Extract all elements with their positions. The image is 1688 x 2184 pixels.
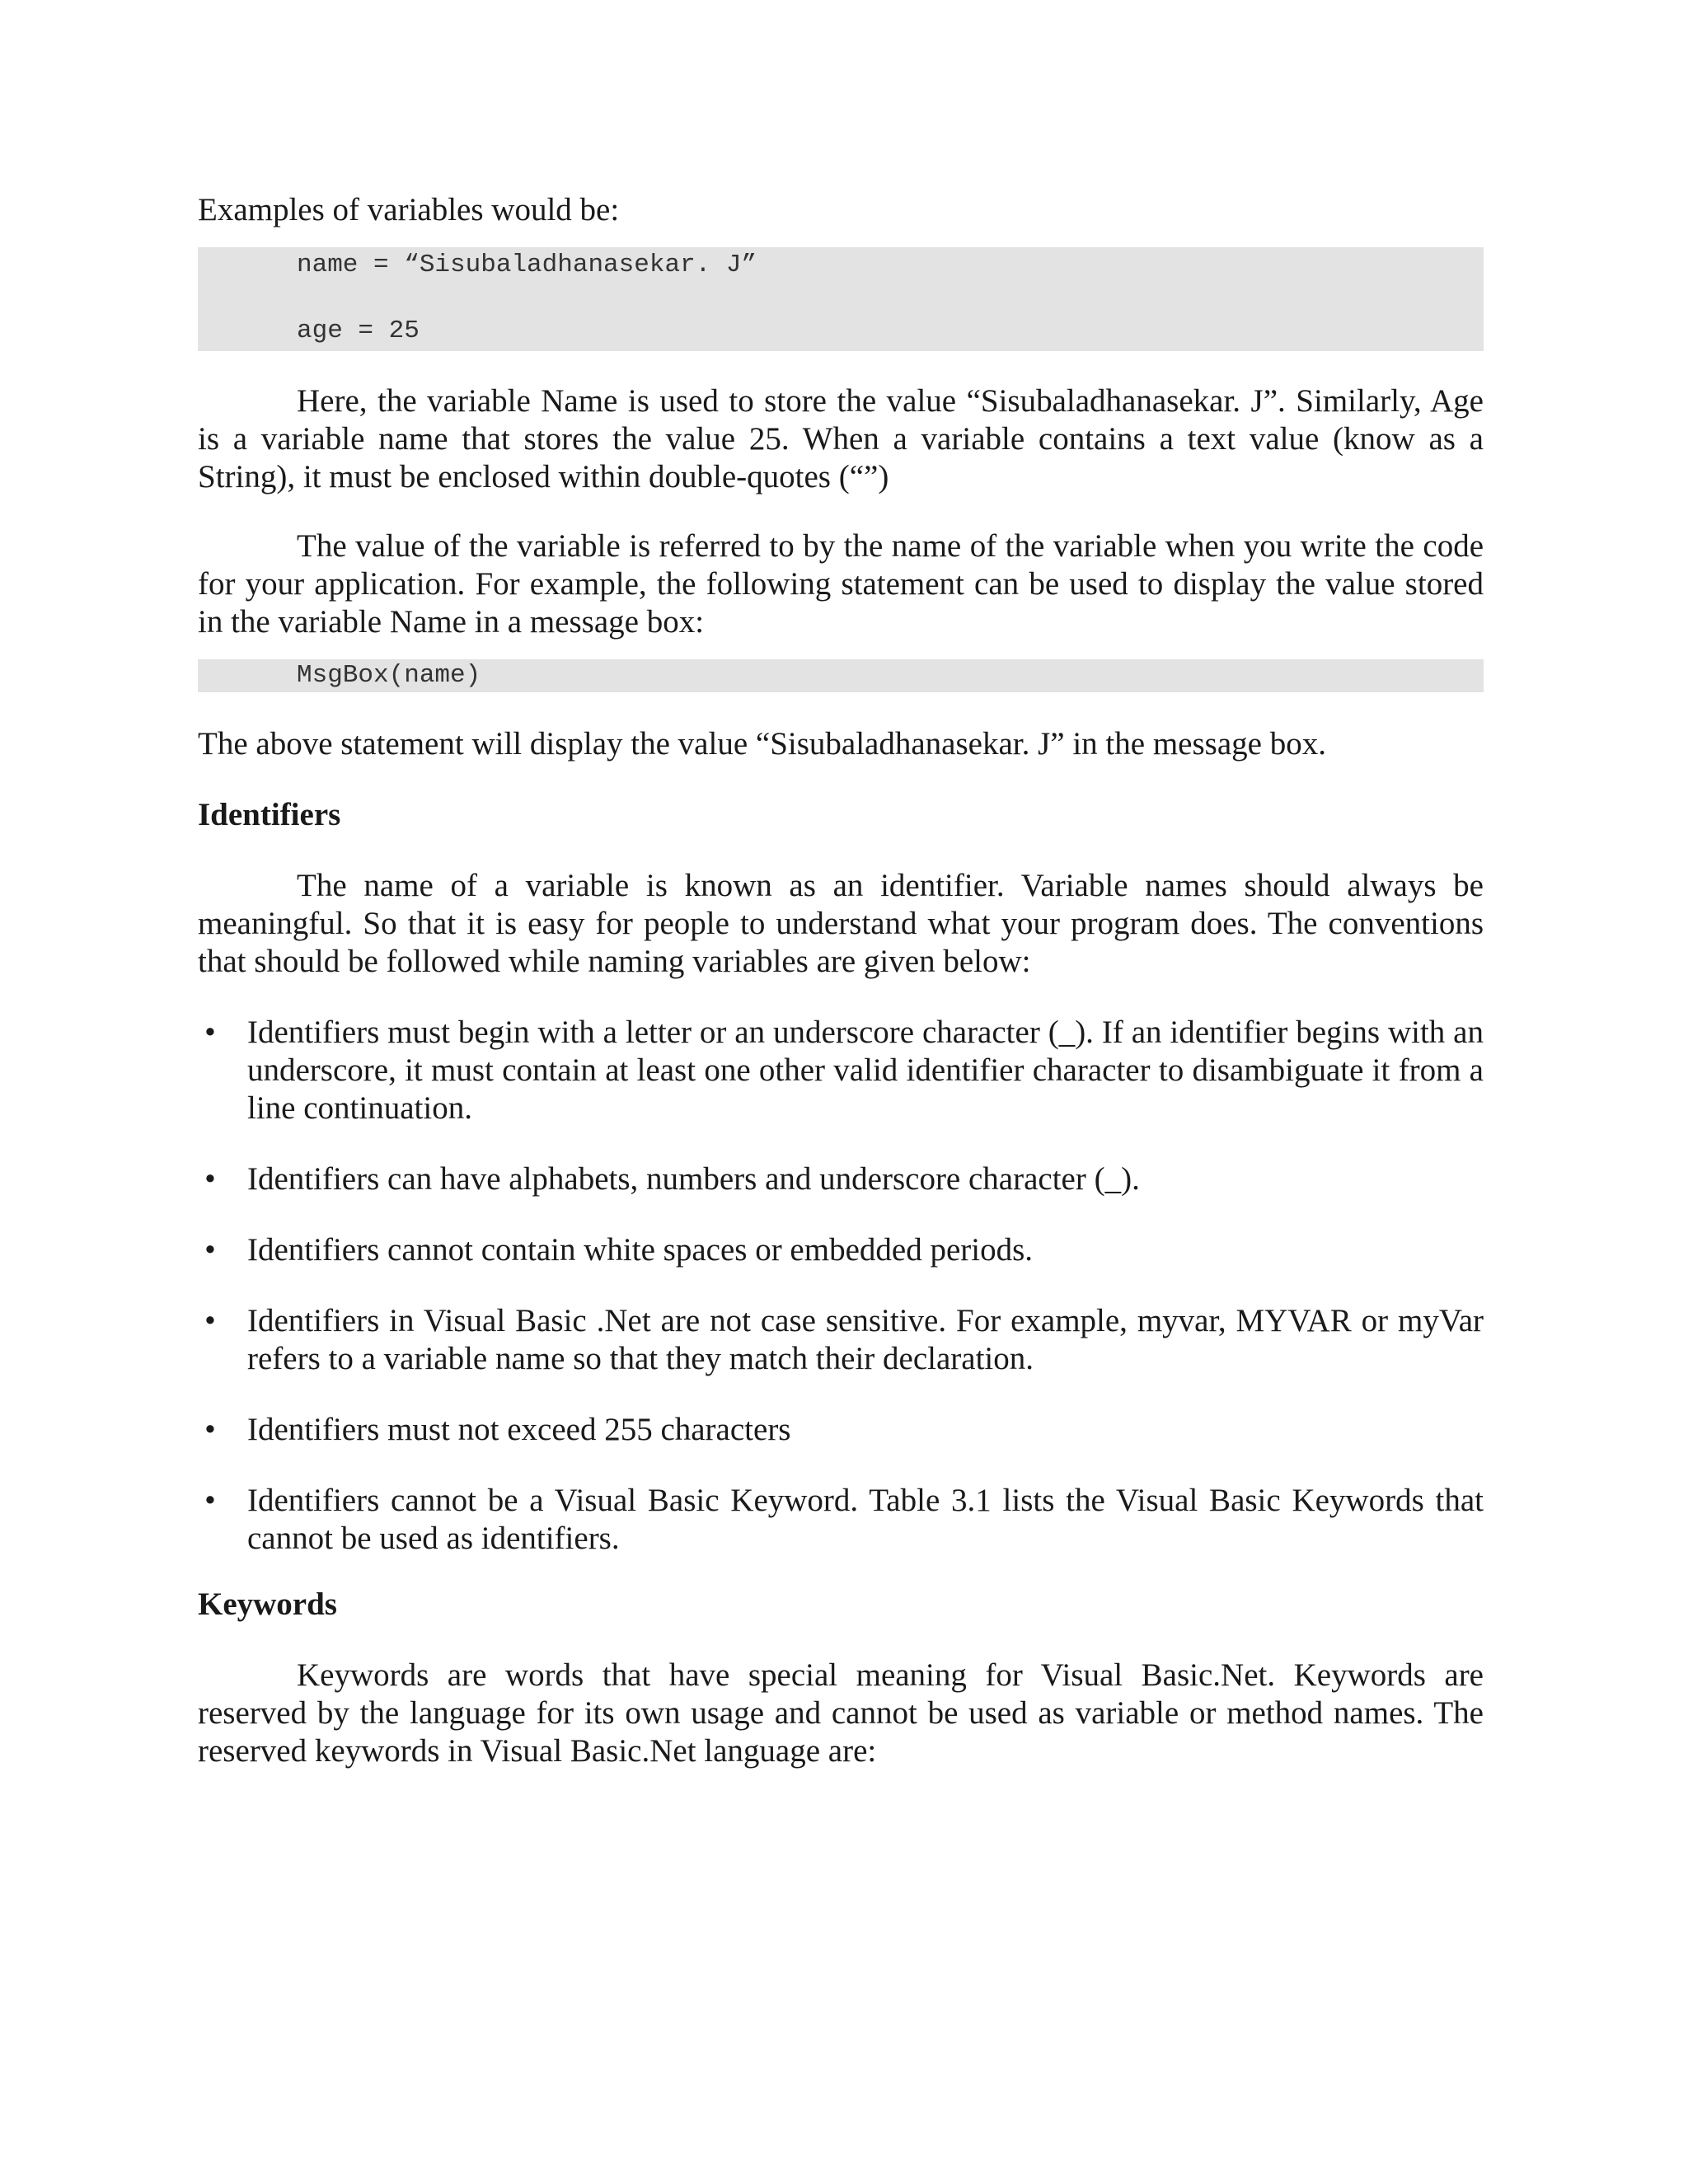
list-item [198, 1231, 1484, 1269]
list-item [198, 1482, 1484, 1558]
bullet-icon: • [204, 1161, 216, 1197]
heading-keywords: Keywords [198, 1586, 337, 1622]
intro-text: Examples of variables would be: [198, 192, 620, 227]
heading-identifiers: Identifiers [198, 797, 341, 832]
list-item [198, 1411, 1484, 1449]
bullet-icon: • [204, 1412, 216, 1447]
code-block-msgbox [198, 659, 1484, 692]
code-line-name: name = “Sisubaladhanasekar. J” [297, 251, 757, 279]
list-item [198, 1160, 1484, 1198]
rule-text: Identifiers can have alphabets, numbers and underscore character (_). [247, 1161, 1140, 1197]
rule-text: Identifiers in Visual Basic .Net are not case sensitive. For example, myvar, MYVAR or myVar refers to a variable name so that they match their declaration. [247, 1303, 1484, 1376]
bullet-icon: • [204, 1015, 216, 1050]
list-item [198, 1014, 1484, 1127]
rule-text: Identifiers cannot be a Visual Basic Keyword. Table 3.1 lists the Visual Basic Keywords that cannot be used as identifiers. [247, 1483, 1484, 1556]
rule-text: Identifiers must not exceed 255 characters [247, 1412, 791, 1447]
paragraph-variable-value: The value of the variable is referred to by the name of the variable when you write the code for your application. For example, the following statement can be used to display the value stored in the variable Name in a message box: [198, 528, 1484, 640]
code-line-msgbox: MsgBox(name) [297, 661, 481, 690]
list-item [198, 1302, 1484, 1378]
paragraph-message-box: The above statement will display the value “Sisubaladhanasekar. J” in the message box. [198, 726, 1326, 762]
code-block-variables [198, 247, 1484, 351]
paragraph-identifiers: The name of a variable is known as an identifier. Variable names should always be meaningful. So that it is easy for people to understand what your program does. The conventions that should be followed while naming variables are given below: [198, 868, 1484, 979]
identifier-rules-list [198, 1014, 1484, 1558]
bullet-icon: • [204, 1483, 216, 1518]
document-page [198, 191, 1484, 1770]
rule-text: Identifiers cannot contain white spaces or embedded periods. [247, 1232, 1034, 1268]
bullet-icon: • [204, 1232, 216, 1268]
code-line-age: age = 25 [297, 316, 420, 345]
paragraph-keywords: Keywords are words that have special meaning for Visual Basic.Net. Keywords are reserved by the language for its own usage and cannot be used as variable or method names. The reserved keywords in Visual Basic.Net language are: [198, 1657, 1484, 1769]
bullet-icon: • [204, 1303, 216, 1338]
rule-text: Identifiers must begin with a letter or an underscore character (_). If an identifier begins with an underscore, it must contain at least one other valid identifier character to disambiguate it from a line continuation. [247, 1015, 1484, 1126]
paragraph-variable-name: Here, the variable Name is used to store the value “Sisubaladhanasekar. J”. Similarly, Age is a variable name that stores the value 25. When a variable contains a text value (know as a String), it must be enclosed within double-quotes (“”) [198, 383, 1484, 494]
